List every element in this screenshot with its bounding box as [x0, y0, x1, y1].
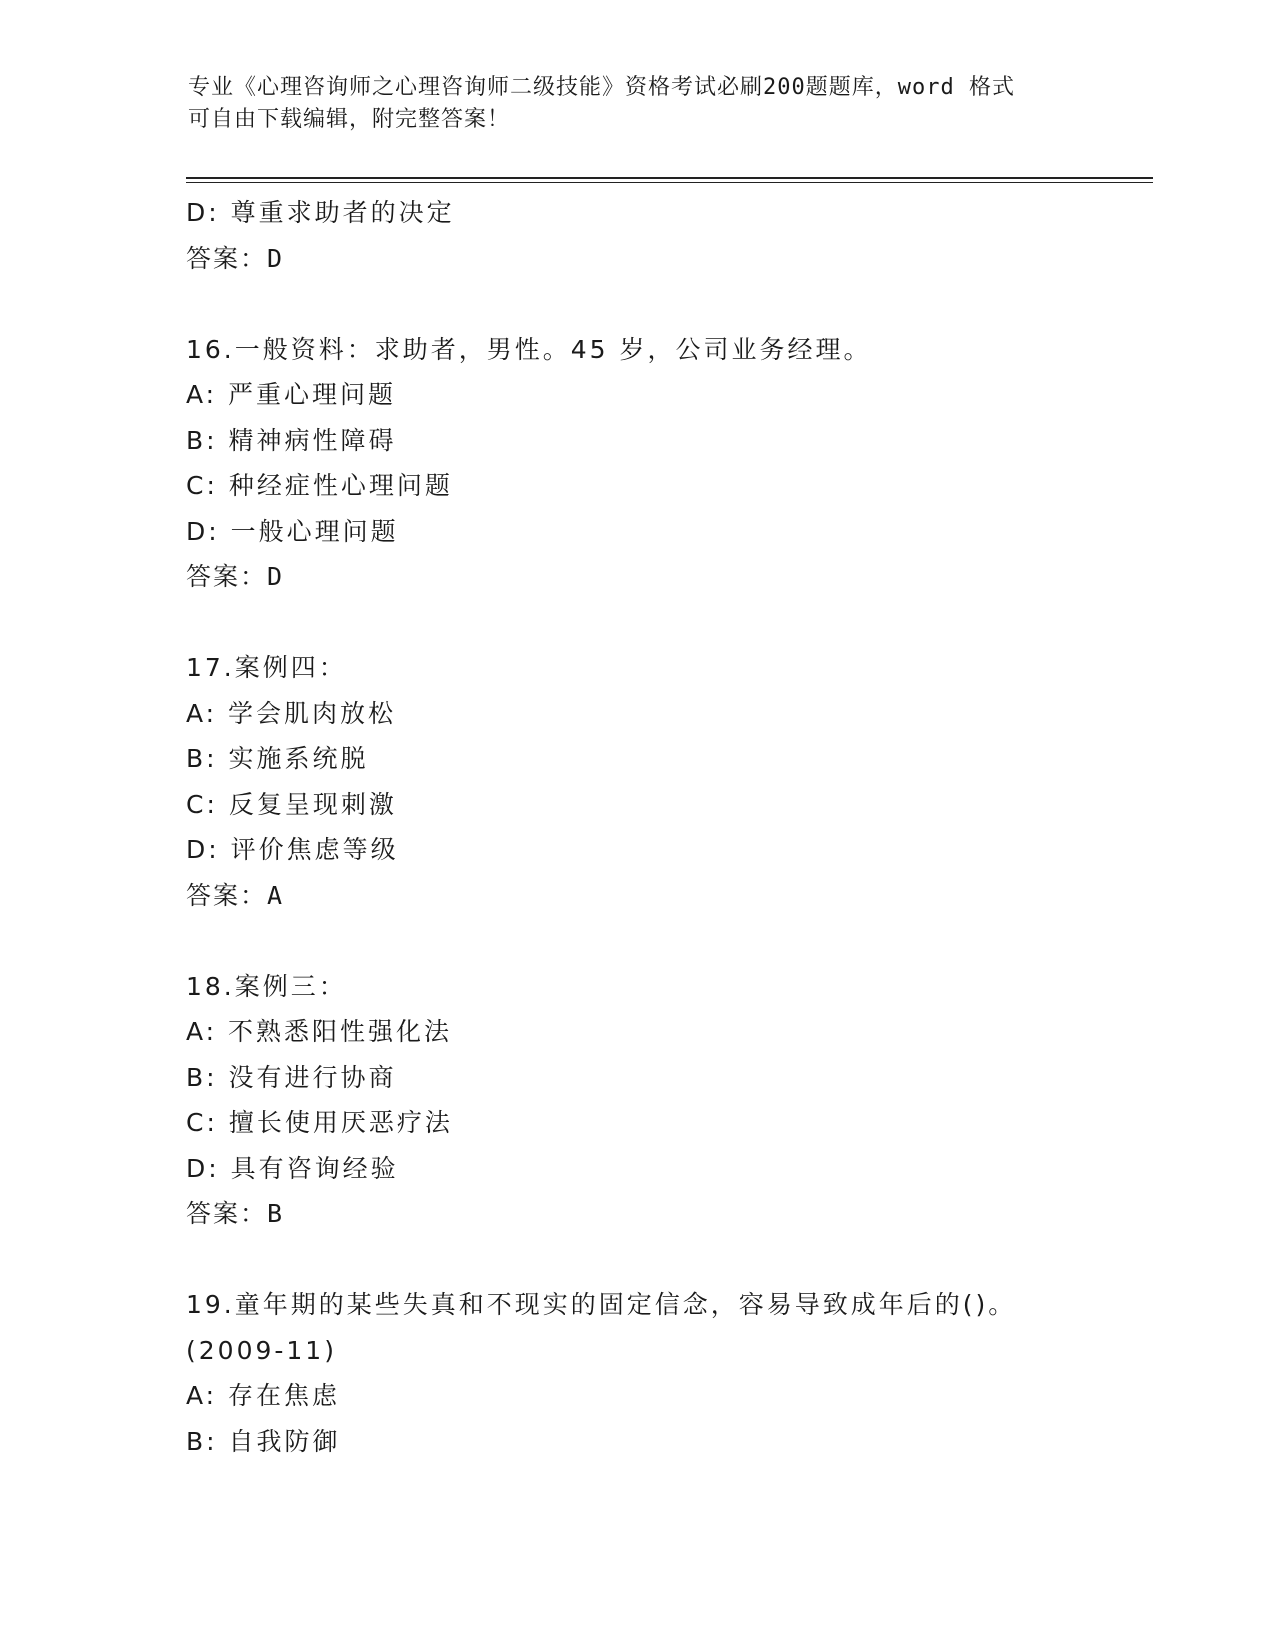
option-d: D: 评价焦虑等级: [186, 835, 399, 864]
answer-value: D: [267, 562, 285, 591]
answer-label: 答案：: [186, 562, 268, 591]
answer-label: 答案：: [186, 880, 268, 910]
answer-line: [186, 554, 1146, 600]
option-c: C: 种经症性心理问题: [186, 471, 453, 500]
option-d: D: 尊重求助者的决定: [186, 198, 455, 227]
question-list: [186, 190, 1146, 1464]
answer-value: D: [267, 243, 285, 273]
option-d: D: 具有咨询经验: [186, 1153, 399, 1183]
answer-label: 答案：: [186, 243, 268, 273]
question-stem: 17.案例四：: [186, 653, 347, 682]
header-divider-thick: [186, 177, 1153, 179]
header-divider-thin: [186, 182, 1153, 183]
option-a: A: 不熟悉阳性强化法: [186, 1017, 453, 1046]
option-a: A: 学会肌肉放松: [186, 698, 397, 728]
option-c: C: 擅长使用厌恶疗法: [186, 1108, 453, 1137]
header-line-1: 专业《心理咨询师之心理咨询师二级技能》资格考试必刷200题题库，word 格式: [188, 75, 1015, 100]
option-b: B: 实施系统脱: [186, 744, 369, 773]
answer-label: 答案：: [186, 1199, 268, 1228]
option-a: A: 存在焦虑: [186, 1381, 341, 1410]
answer-line: [186, 236, 1146, 282]
question-stem: 16.一般资料：求助者，男性。45 岁，公司业务经理。: [186, 334, 872, 364]
answer-line: [186, 1191, 1146, 1237]
page-header: [188, 72, 1088, 136]
question-stem: 18.案例三：: [186, 971, 347, 1001]
spacer: [186, 600, 1146, 646]
spacer: [186, 281, 1146, 327]
spacer: [186, 1237, 1146, 1283]
option-d: D: 一般心理问题: [186, 516, 399, 546]
option-a: A: 严重心理问题: [186, 380, 397, 409]
answer-line: [186, 873, 1146, 919]
header-line-2: 可自由下载编辑，附完整答案！: [188, 107, 511, 132]
answer-value: A: [267, 880, 285, 910]
spacer: [186, 918, 1146, 964]
question-stem: 19.童年期的某些失真和不现实的固定信念，容易导致成年后的()。: [186, 1290, 1017, 1319]
answer-value: B: [267, 1199, 285, 1228]
option-b: B: 自我防御: [186, 1426, 341, 1456]
option-c: C: 反复呈现刺激: [186, 789, 397, 819]
option-b: B: 没有进行协商: [186, 1062, 397, 1092]
question-stem-continued: (2009-11): [186, 1335, 337, 1365]
option-b: B: 精神病性障碍: [186, 425, 397, 455]
